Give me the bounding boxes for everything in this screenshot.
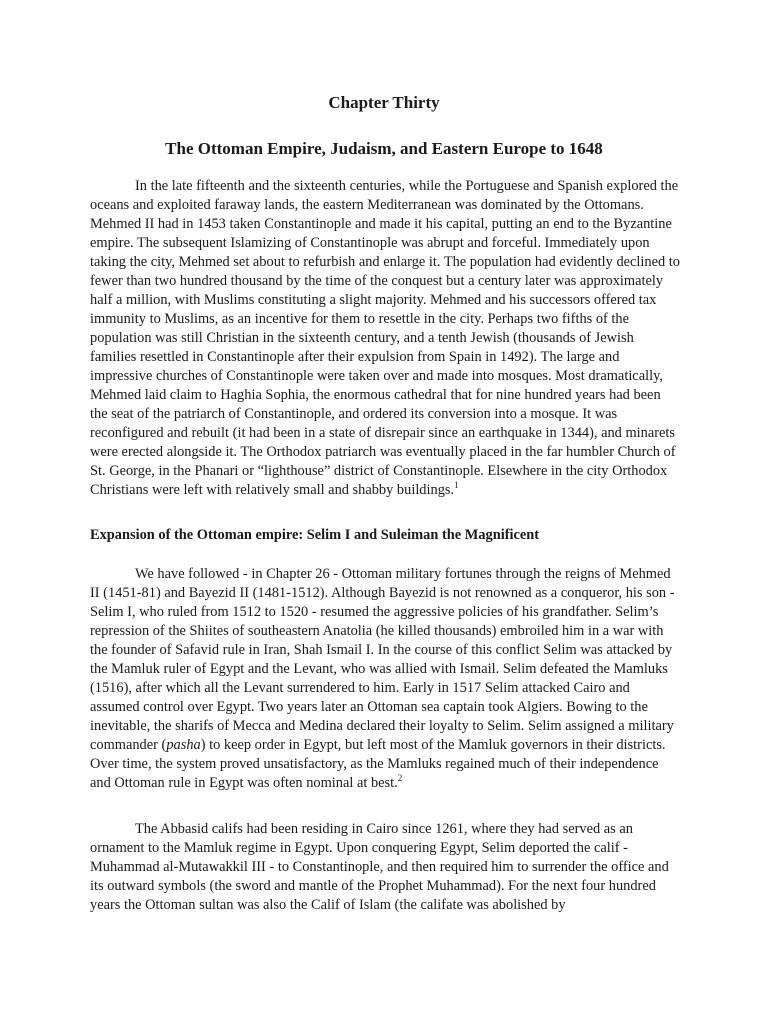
paragraph-3 <box>90 820 680 915</box>
paragraph-2-text-a: We have followed - in Chapter 26 - Ottoman military fortunes through the reigns of Mehmed II (1451-81) and Bayezid II (1481-1512). Although Bayezid is not renowned as a conqueror, his son - Selim I, who ruled from 1512 to 1520 - resumed the aggressive policies of his grandfather. Selim’s repression of the Shiites of southeastern Anatolia (he killed thousands) embroiled him in a war with the founder of Safavid rule in Iran, Shah Ismail I. In the course of this conflict Selim was attacked by the Mamluk ruler of Egypt and the Levant, who was allied with Ismail. Selim defeated the Mamluks (1516), after which all the Levant surrendered to him. Early in 1517 Selim attacked Cairo and assumed control over Egypt. Two years later an Ottoman sea captain took Algiers. Bowing to the inevitable, the sharifs of Mecca and Medina declared their loyalty to Selim. Selim assigned a military commander ( <box>90 566 675 753</box>
paragraph-2-italic-term: pasha <box>166 737 201 753</box>
footnote-marker-2[interactable]: 2 <box>397 773 403 783</box>
paragraph-3-text: The Abbasid califs had been residing in Cairo since 1261, where they had served as an ornament to the Mamluk regime in Egypt. Upon conquering Egypt, Selim deported the calif - Muhammad al-Mutawakkil III - to Constantinople, and then required him to surrender the office and its outward symbols (the sword and mantle of the Prophet Muhammad). For the next four hundred years the Ottoman sultan was also the Calif of Islam (the califate was abolished by <box>90 821 669 913</box>
section-heading: Expansion of the Ottoman empire: Selim I and Suleiman the Magnificent <box>90 527 540 543</box>
paragraph-2 <box>90 565 680 793</box>
paragraph-1 <box>90 177 680 500</box>
paragraph-1-text: In the late fifteenth and the sixteenth centuries, while the Portuguese and Spanish explored the oceans and exploited faraway lands, the eastern Mediterranean was dominated by the Ottomans. Mehmed II had in 1453 taken Constantinople and made it his capital, putting an end to the Byzantine empire. The subsequent Islamizing of Constantinople was abrupt and forceful. Immediately upon taking the city, Mehmed set about to refurbish and enlarge it. The population had evidently declined to fewer than two hundred thousand by the time of the conquest but a century later was approximately half a million, with Muslims constituting a slight majority. Mehmed and his successors offered tax immunity to Muslims, as an incentive for them to resettle in the city. Perhaps two fifths of the population was still Christian in the sixteenth century, and a tenth Jewish (thousands of Jewish families resettled in Constantinople after their expulsion from Spain in 1492). The large and impressive churches of Constantinople were taken over and made into mosques. Most dramatically, Mehmed laid claim to Haghia Sophia, the enormous cathedral that for nine hundred years had been the seat of the patriarch of Constantinople, and ordered its conversion into a mosque. It was reconfigured and rebuilt (it had been in a state of disrepair since an earthquake in 1344), and minarets were erected alongside it. The Orthodox patriarch was eventually placed in the far humbler Church of St. George, in the Phanari or “lighthouse” district of Constantinople. Elsewhere in the city Orthodox Christians were left with relatively small and shabby buildings. <box>90 178 680 498</box>
paragraph-2-text-b: ) to keep order in Egypt, but left most of the Mamluk governors in their districts. Over time, the system proved unsatisfactory, as the Mamluks regained much of their independence and Ottoman rule in Egypt was often nominal at best. <box>90 737 666 791</box>
chapter-title: Chapter Thirty <box>328 93 440 112</box>
chapter-subtitle: The Ottoman Empire, Judaism, and Eastern Europe to 1648 <box>165 139 603 158</box>
footnote-marker-1[interactable]: 1 <box>454 480 459 490</box>
